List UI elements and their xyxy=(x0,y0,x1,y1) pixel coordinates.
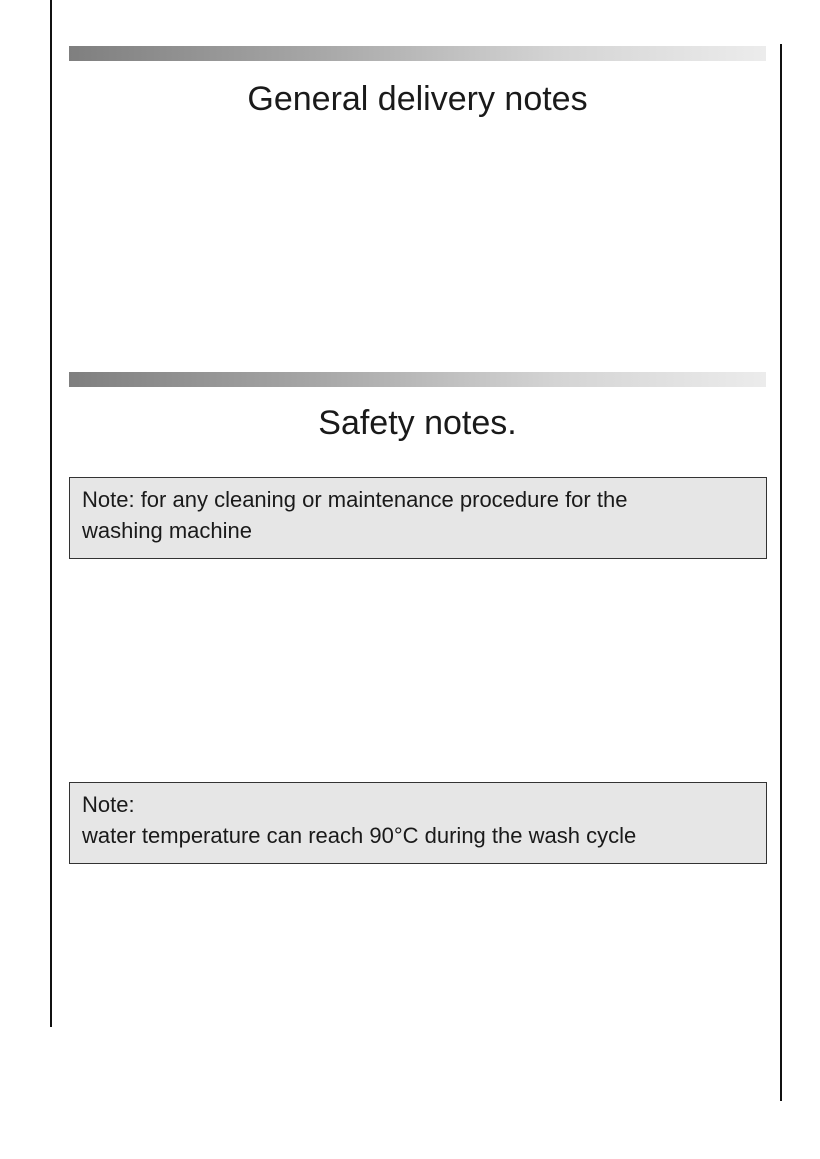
section-divider-bar xyxy=(69,46,766,61)
note-box-cleaning xyxy=(69,477,767,559)
note-text-line: Note: xyxy=(82,792,135,817)
section-heading-general-delivery: General delivery notes xyxy=(247,80,588,118)
note-text-line: water temperature can reach 90°C during the wash cycle xyxy=(82,823,637,848)
note-text-line: Note: for any cleaning or maintenance procedure for the xyxy=(82,487,628,512)
page-margin-rule-left xyxy=(50,0,52,1027)
section-divider-bar xyxy=(69,372,766,387)
page-margin-rule-right xyxy=(780,44,782,1101)
note-text-line: washing machine xyxy=(82,518,252,543)
section-heading-safety: Safety notes. xyxy=(318,404,517,442)
note-box-water-temperature xyxy=(69,782,767,864)
